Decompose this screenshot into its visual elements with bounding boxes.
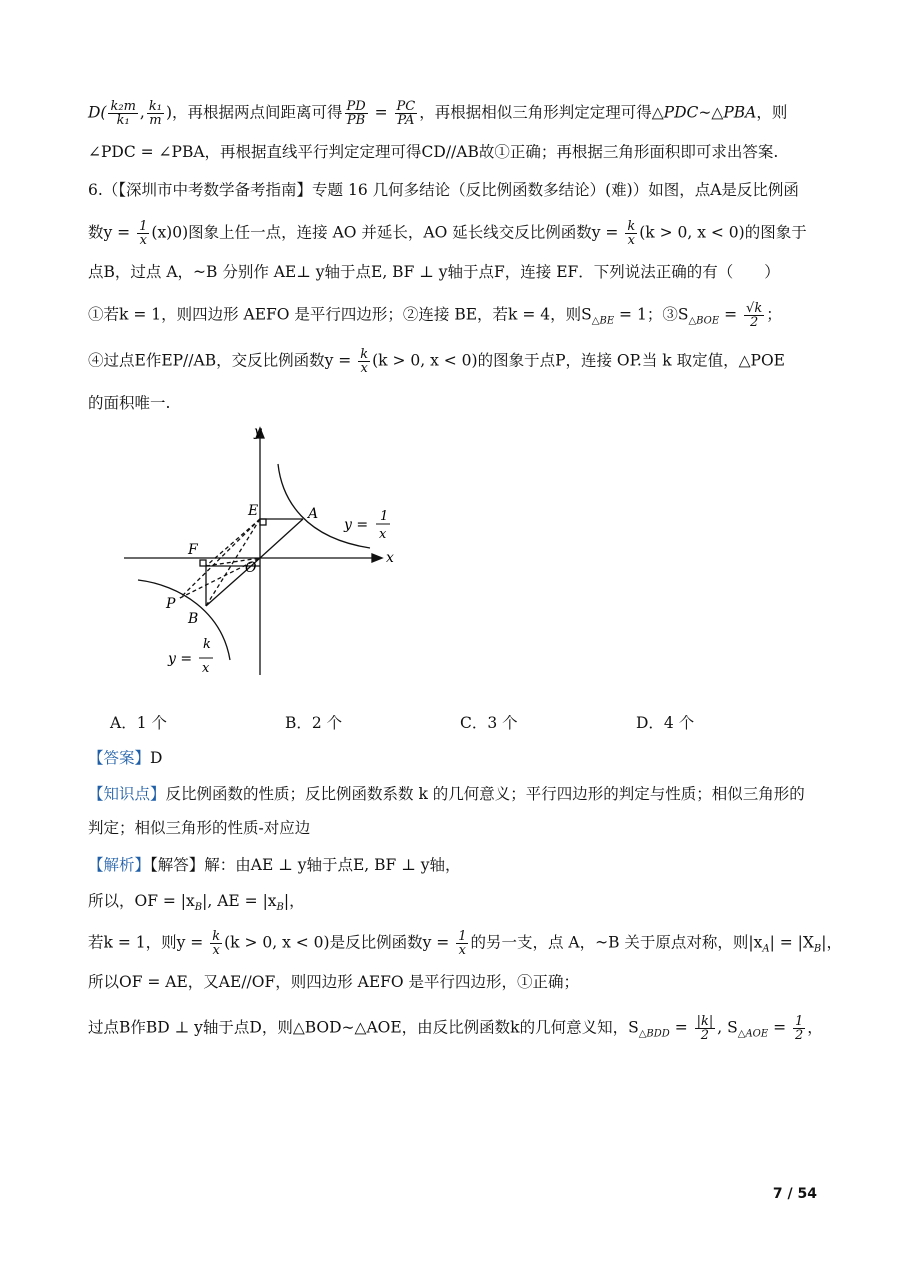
text: D( xyxy=(88,103,107,122)
point-f-label: F xyxy=(188,542,198,558)
text-line-8: 的面积唯一. xyxy=(88,394,171,412)
svg-text:k: k xyxy=(203,637,211,652)
fraction: $\frac{k}{x}$ xyxy=(360,347,369,376)
answer-tag: 【答案】 xyxy=(88,749,151,767)
text: )，再根据两点间距离可得 xyxy=(165,103,343,122)
analysis-tag: 【解析】 xyxy=(88,856,151,874)
point-b-label: B xyxy=(188,611,199,627)
hyperbola-figure xyxy=(110,420,410,680)
text: ，再根据相似三角形判定定理可得△ xyxy=(419,103,664,122)
y-axis-label: y xyxy=(254,424,262,440)
text-line-7: ④过点E作EP//AB，交反比例函数y = $\frac{k}{x}$ (k > 0, x < 0)的图象于点P，连接 OP.当 k 取定值，△POE xyxy=(88,347,785,376)
fraction: $\frac{|k|}{2}$ xyxy=(696,1014,714,1043)
option-d: D．4 个 xyxy=(636,714,695,732)
solution-line-1: 所以，OF = $|x_B|$, AE = $|x_B|$， xyxy=(88,892,305,914)
point-p-label: P xyxy=(166,596,176,612)
fraction: $\frac{PD}{PB}$ xyxy=(346,99,366,128)
fraction: $\frac{k}{x}$ xyxy=(627,219,636,248)
fraction: $\frac{PC}{PA}$ xyxy=(396,99,416,128)
question-title: 6.（【深圳市中考数学备考指南】专题 16 几何多结论（反比例函数多结论）(难)）如图，点A是反比例函 xyxy=(88,181,799,199)
fraction: $\frac{\text{k₁}}{m}$ xyxy=(148,99,162,128)
point-o-label: O xyxy=(245,560,257,576)
curve1-label: y = xyxy=(344,517,369,533)
point-e-label: E xyxy=(248,503,259,519)
curve-y-k-over-x xyxy=(138,580,230,660)
text-line-6: ①若k = 1，则四边形 AEFO 是平行四边形；②连接 BE，若k = 4，则$S_{\triangle BE} = 1$；$③S_{\triangle BOE}$ = $\frac{√k}{2}$ ； xyxy=(88,301,782,330)
fraction: $\frac{1}{x}$ xyxy=(458,929,467,958)
answer-line xyxy=(88,748,821,768)
fraction: $\frac{\text{k₂m}}{\text{k₁}}$ xyxy=(110,99,136,128)
fraction: $\frac{√k}{2}$ xyxy=(746,301,763,330)
curve2-label: y = xyxy=(168,651,193,667)
option-b: B．2 个 xyxy=(285,714,343,732)
curve-y-1-over-x xyxy=(278,464,370,548)
fraction: $\frac{k}{x}$ xyxy=(212,929,221,958)
fraction: $\frac{1}{2}$ xyxy=(795,1014,804,1043)
svg-text:1: 1 xyxy=(380,509,389,524)
analysis-line: 【解析】【解答】解：由AE ⊥ y轴于点E, BF ⊥ y轴， xyxy=(88,856,461,874)
fraction: $\frac{1}{x}$ xyxy=(139,219,148,248)
text-line-5: 点B，过点 A，~B 分别作 AE⊥ y轴于点E, BF ⊥ y轴于点F，连接 EF．下列说法正确的有（ ） xyxy=(88,263,780,281)
solution-line-2: 若k = 1，则y = $\frac{k}{x}$ (k > 0, x < 0)是反比例函数y = $\frac{1}{x}$ 的另一支，点 A，~B 关于原点对称，则$|x_A| = |X_B|$， xyxy=(88,929,843,958)
option-a: A．1 个 xyxy=(110,714,167,732)
svg-text:x: x xyxy=(379,527,387,542)
point-a-label: A xyxy=(308,506,319,522)
knowledge-line: 【知识点】反比例函数的性质；反比例函数系数 k 的几何意义；平行四边形的判定与性质；相似三角形的 xyxy=(88,785,805,803)
x-axis-label: x xyxy=(386,550,394,566)
text-line-4: 数y = $\frac{1}{x}$ (x)0)图象上任一点，连接 AO 并延长，AO 延长线交反比例函数y = $\frac{k}{x}$ (k > 0, x < 0)的图象于 xyxy=(88,219,807,248)
option-c: C．3 个 xyxy=(460,714,518,732)
knowledge-line-2: 判定；相似三角形的性质-对应边 xyxy=(88,819,311,837)
answer-value: D xyxy=(150,749,163,767)
knowledge-tag: 【知识点】 xyxy=(88,785,166,803)
solution-line-3: 所以OF = AE，又AE//OF，则四边形 AEFO 是平行四边形，①正确； xyxy=(88,973,580,991)
solution-line-4: 过点B作BD ⊥ y轴于点D，则△BOD∼△AOE，由反比例函数k的几何意义知，$S_{\triangle BDD}$ = $\frac{|k|}{2}$ , $S_{\triangle AOE}$ = $\frac{1}{2}$ ， xyxy=(88,1014,823,1043)
svg-text:x: x xyxy=(202,661,210,676)
text-line-1: D( $\frac{\text{k₂m}}{\text{k₁}}$ , $\frac{\text{k₁}}{m}$ )，再根据两点间距离可得 $\frac{PD}{PB}$ = $\frac{PC}{PA}$ ，再根据相似三角形判定定理可得△PDC∼△PBA，则 xyxy=(88,99,788,128)
page-number: 7 / 54 xyxy=(772,1186,817,1202)
text-line-2: ∠PDC = ∠PBA，再根据直线平行判定定理可得CD//AB故①正确；再根据三角形面积即可求出答案. xyxy=(88,143,779,161)
